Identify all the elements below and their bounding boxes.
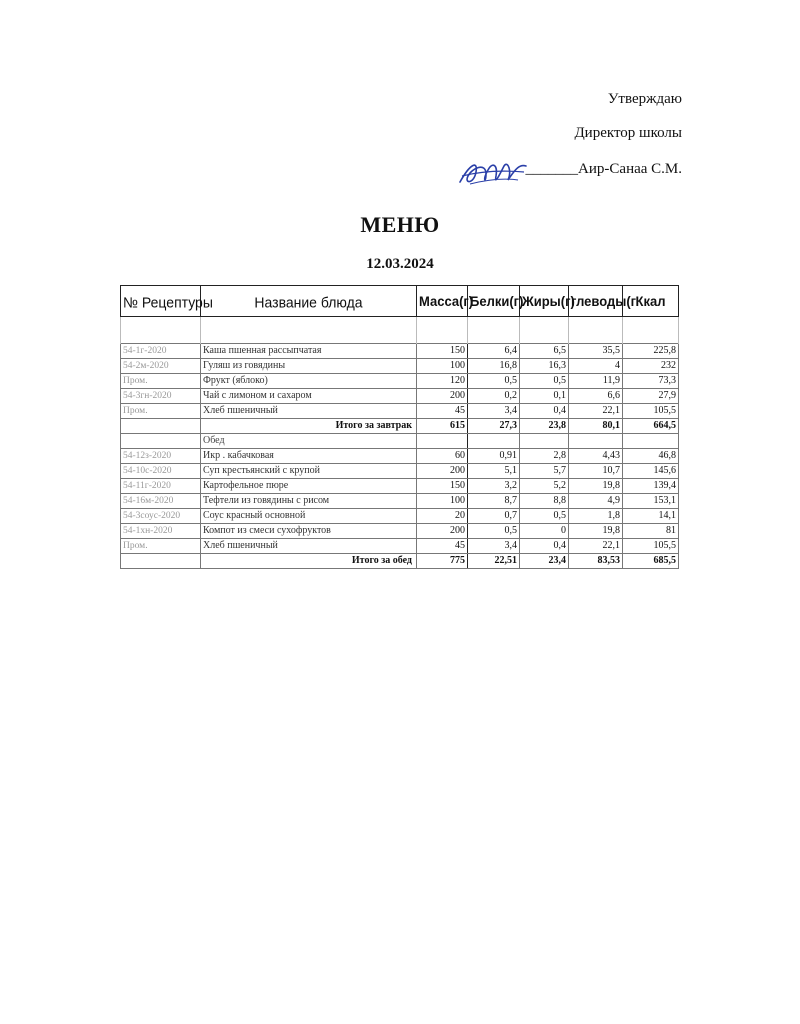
recipe-code: 54-16м-2020 xyxy=(121,494,201,509)
kcal-value: 139,4 xyxy=(623,479,679,494)
carbs-value: 35,5 xyxy=(569,344,623,359)
recipe-code: Пром. xyxy=(121,374,201,389)
lunch-section-label: Обед xyxy=(201,434,417,449)
protein-total: 27,3 xyxy=(468,419,520,434)
protein-value: 0,5 xyxy=(468,524,520,539)
total-empty-cell xyxy=(121,419,201,434)
section-empty-cell xyxy=(623,434,679,449)
carbs-value: 11,9 xyxy=(569,374,623,389)
fat-value: 5,2 xyxy=(520,479,569,494)
total-empty-cell xyxy=(121,554,201,569)
kcal-value: 14,1 xyxy=(623,509,679,524)
fat-value: 6,5 xyxy=(520,344,569,359)
protein-value: 3,2 xyxy=(468,479,520,494)
header-mass: Масса(г) xyxy=(417,285,468,318)
menu-date: 12.03.2024 xyxy=(366,256,434,272)
mass-value: 120 xyxy=(417,374,468,389)
section-empty-cell xyxy=(417,434,468,449)
carbs-value: 1,8 xyxy=(569,509,623,524)
protein-value: 6,4 xyxy=(468,344,520,359)
protein-value: 5,1 xyxy=(468,464,520,479)
section-empty-cell xyxy=(468,434,520,449)
protein-value: 0,91 xyxy=(468,449,520,464)
fat-value: 5,7 xyxy=(520,464,569,479)
header-fat: Жиры(г) xyxy=(520,285,569,318)
dish-name: Компот из смеси сухофруктов xyxy=(201,524,417,539)
kcal-value: 145,6 xyxy=(623,464,679,479)
fat-total: 23,4 xyxy=(520,554,569,569)
fat-value: 0,4 xyxy=(520,404,569,419)
mass-total: 615 xyxy=(417,419,468,434)
signature-icon xyxy=(456,154,530,190)
section-empty-cell xyxy=(520,434,569,449)
header-carbs: глеводы(г xyxy=(569,285,623,318)
recipe-code: Пром. xyxy=(121,539,201,554)
lunch-section-row xyxy=(121,434,679,449)
director-name: _______Аир-Санаа С.М. xyxy=(525,161,682,177)
header-dish-name: Название блюда xyxy=(201,285,417,318)
fat-value: 0,5 xyxy=(520,509,569,524)
dish-name: Соус красный основной xyxy=(201,509,417,524)
table-header-row xyxy=(121,286,679,317)
kcal-value: 232 xyxy=(623,359,679,374)
fat-value: 16,3 xyxy=(520,359,569,374)
fat-value: 0 xyxy=(520,524,569,539)
mass-value: 150 xyxy=(417,344,468,359)
carbs-total: 83,53 xyxy=(569,554,623,569)
fat-value: 0,4 xyxy=(520,539,569,554)
table-row xyxy=(121,359,679,374)
carbs-value: 4,9 xyxy=(569,494,623,509)
table-row xyxy=(121,344,679,359)
menu-table xyxy=(120,285,679,569)
fat-value: 0,1 xyxy=(520,389,569,404)
mass-value: 45 xyxy=(417,539,468,554)
recipe-code: 54-10с-2020 xyxy=(121,464,201,479)
table-row xyxy=(121,539,679,554)
kcal-total: 685,5 xyxy=(623,554,679,569)
mass-value: 200 xyxy=(417,524,468,539)
dish-name: Фрукт (яблоко) xyxy=(201,374,417,389)
dish-name: Картофельное пюре xyxy=(201,479,417,494)
recipe-code: 54-12з-2020 xyxy=(121,449,201,464)
header-kcal: Ккал xyxy=(623,285,679,318)
dish-name: Чай с лимоном и сахаром xyxy=(201,389,417,404)
dish-name: Хлеб пшеничный xyxy=(201,539,417,554)
dish-name: Икр . кабачковая xyxy=(201,449,417,464)
dish-name: Гуляш из говядины xyxy=(201,359,417,374)
recipe-code: 54-11г-2020 xyxy=(121,479,201,494)
mass-value: 200 xyxy=(417,389,468,404)
mass-value: 150 xyxy=(417,479,468,494)
mass-total: 775 xyxy=(417,554,468,569)
section-empty-cell xyxy=(121,434,201,449)
carbs-value: 19,8 xyxy=(569,479,623,494)
table-row xyxy=(121,509,679,524)
protein-value: 0,2 xyxy=(468,389,520,404)
recipe-code: 54-1хн-2020 xyxy=(121,524,201,539)
lunch-total-row xyxy=(121,554,679,569)
table-row xyxy=(121,524,679,539)
mass-value: 100 xyxy=(417,494,468,509)
recipe-code: Пром. xyxy=(121,404,201,419)
page-title: МЕНЮ xyxy=(360,212,440,237)
breakfast-total-label: Итого за завтрак xyxy=(201,419,417,434)
kcal-value: 153,1 xyxy=(623,494,679,509)
mass-value: 45 xyxy=(417,404,468,419)
recipe-code: 54-2м-2020 xyxy=(121,359,201,374)
section-empty-cell xyxy=(569,434,623,449)
kcal-value: 73,3 xyxy=(623,374,679,389)
fat-value: 0,5 xyxy=(520,374,569,389)
carbs-value: 22,1 xyxy=(569,539,623,554)
protein-value: 3,4 xyxy=(468,404,520,419)
table-row xyxy=(121,479,679,494)
fat-value: 8,8 xyxy=(520,494,569,509)
recipe-code: 54-3гн-2020 xyxy=(121,389,201,404)
table-row xyxy=(121,404,679,419)
mass-value: 100 xyxy=(417,359,468,374)
protein-value: 0,7 xyxy=(468,509,520,524)
table-row xyxy=(121,464,679,479)
protein-total: 22,51 xyxy=(468,554,520,569)
dish-name: Каша пшенная рассыпчатая xyxy=(201,344,417,359)
protein-value: 3,4 xyxy=(468,539,520,554)
table-row xyxy=(121,449,679,464)
carbs-total: 80,1 xyxy=(569,419,623,434)
kcal-value: 27,9 xyxy=(623,389,679,404)
protein-value: 0,5 xyxy=(468,374,520,389)
protein-value: 8,7 xyxy=(468,494,520,509)
mass-value: 20 xyxy=(417,509,468,524)
protein-value: 16,8 xyxy=(468,359,520,374)
recipe-code: 54-1г-2020 xyxy=(121,344,201,359)
carbs-value: 4 xyxy=(569,359,623,374)
fat-total: 23,8 xyxy=(520,419,569,434)
recipe-code: 54-3соус-2020 xyxy=(121,509,201,524)
approve-label: Утверждаю xyxy=(607,91,682,107)
carbs-value: 4,43 xyxy=(569,449,623,464)
header-recipe: № Рецептуры xyxy=(121,285,201,318)
mass-value: 200 xyxy=(417,464,468,479)
signature-line xyxy=(456,150,682,186)
breakfast-total-row xyxy=(121,419,679,434)
fat-value: 2,8 xyxy=(520,449,569,464)
header-protein: Белки(г) xyxy=(468,285,520,318)
carbs-value: 19,8 xyxy=(569,524,623,539)
mass-value: 60 xyxy=(417,449,468,464)
carbs-value: 10,7 xyxy=(569,464,623,479)
table-row xyxy=(121,494,679,509)
lunch-total-label: Итого за обед xyxy=(201,554,417,569)
kcal-value: 46,8 xyxy=(623,449,679,464)
carbs-value: 22,1 xyxy=(569,404,623,419)
kcal-value: 105,5 xyxy=(623,539,679,554)
header-gap-row xyxy=(121,317,679,344)
carbs-value: 6,6 xyxy=(569,389,623,404)
approval-block xyxy=(456,82,682,186)
dish-name: Суп крестьянский с крупой xyxy=(201,464,417,479)
table-row xyxy=(121,389,679,404)
table-row xyxy=(121,374,679,389)
kcal-value: 81 xyxy=(623,524,679,539)
dish-name: Хлеб пшеничный xyxy=(201,404,417,419)
director-position: Директор школы xyxy=(574,125,682,141)
kcal-value: 105,5 xyxy=(623,404,679,419)
kcal-total: 664,5 xyxy=(623,419,679,434)
dish-name: Тефтели из говядины с рисом xyxy=(201,494,417,509)
kcal-value: 225,8 xyxy=(623,344,679,359)
